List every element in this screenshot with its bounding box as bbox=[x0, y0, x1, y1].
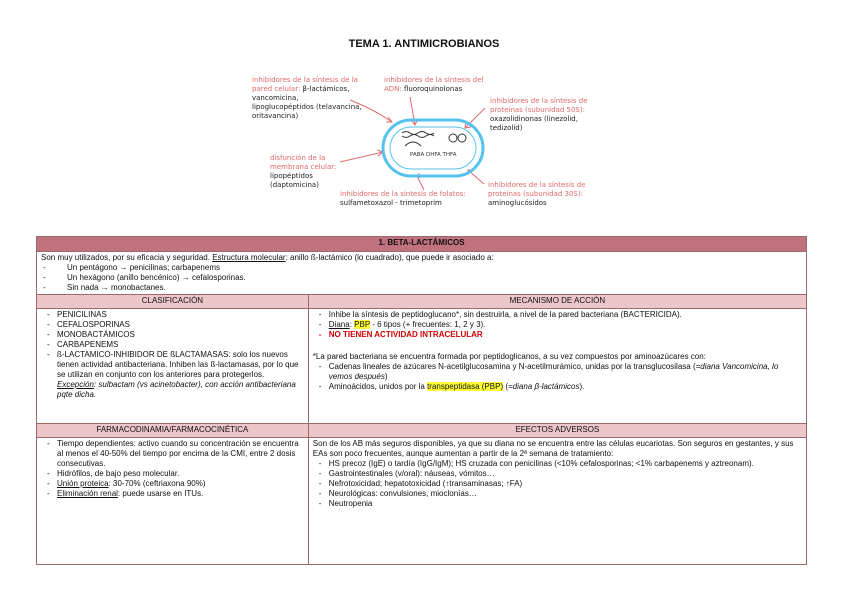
mecanismo-cell bbox=[308, 309, 806, 424]
efectos-intro: Son de los AB más seguros disponibles, ya que su diana no se encuentra entre las células eucariotas. Son seguros en gestantes, y sus EAs son poco frecuentes, aunque aumentan a partir de la 2ª semana de tratamiento: bbox=[312, 439, 794, 458]
label-folate-synthesis: inhibidores de la síntesis de folatos: sulfametoxazol - trimetoprim bbox=[340, 190, 466, 207]
farmaco-item: - Eliminación renal: puede usarse en ITUs. bbox=[41, 489, 304, 499]
farmaco-heading: FARMACODINAMIA/FARMACOCINÉTICA bbox=[37, 424, 309, 438]
mecanismo-note: *La pared bacteriana se encuentra formada por peptidoglicanos, a su vez compuestos por aminoazúcares con: bbox=[312, 352, 706, 361]
mecanismo-item: - Inhibe la síntesis de peptidoglucano*, sin destruirla, a nivel de la pared bacteriana (BACTERICIDA). bbox=[313, 310, 802, 320]
label-protein-50s: inhibidores de la síntesis de proteínas (subunidad 50S): oxazolidinonas (linezolid, tedizolid) bbox=[490, 97, 588, 132]
section-intro bbox=[37, 252, 807, 295]
farmaco-item: - Hidrófilos, de bajo peso molecular. bbox=[41, 469, 304, 479]
farmaco-item: - Tiempo dependientes: activo cuando su concentración se encuentra al menos el 40-50% del tiempo por encima de la CMI, entre 2 dosis consecutivas. bbox=[41, 439, 304, 469]
clasificacion-item-inhibitor: - ß-LACTAMICO-INHIBIDOR DE ßLACTAMASAS: solo los nuevos tienen actividad antibacteriana. Inhiben las ß-lactamasas, por lo que se utilizan en conjunto con los anteriores para protegerlos. Excepción: sulbactam (vs acinetobacter), con acción antibacteriana pqte dicha. bbox=[41, 350, 304, 400]
clasificacion-cell bbox=[37, 309, 309, 424]
beta-lactam-table bbox=[36, 236, 807, 565]
page-title: TEMA 1. ANTIMICROBIANOS bbox=[348, 38, 500, 50]
clasificacion-heading: CLASIFICACIÓN bbox=[37, 295, 309, 309]
efectos-item: - HS precoz (IgE) o tardía (IgG/IgM); HS cruzada con penicilinas (<10% cefalosporinas; <1% carbapenems y aztreonam). bbox=[313, 459, 802, 469]
label-protein-30s: inhibidores de la síntesis de proteínas (subunidad 30S): aminoglucósidos bbox=[488, 181, 586, 207]
farmaco-item: - Unión proteica: 30-70% (ceftriaxona 90%) bbox=[41, 479, 304, 489]
cell-pathway-label: PABA DHFA THFA bbox=[410, 152, 457, 158]
mecanismo-note-item: - Aminoácidos, unidos por la transpeptidasa (PBP) (=diana β-lactámicos). bbox=[313, 382, 802, 392]
farmaco-cell bbox=[37, 438, 309, 565]
intro-text: Son muy utilizados, por su eficacia y seguridad. Estructura molecular: anillo ß-lactámico (lo cuadrado), que puede ir asociado a: bbox=[41, 253, 494, 262]
efectos-item: - Neurológicas: convulsiones, mioclonías… bbox=[313, 489, 802, 499]
intro-item: - Un hexágono (anillo bencénico) → cefalosporinas. bbox=[41, 273, 802, 283]
mecanismo-item-diana: - Diana: PBP - 6 tipos (+ frecuentes: 1, 2 y 3). bbox=[313, 320, 802, 330]
antimicrobial-targets-diagram bbox=[0, 0, 848, 230]
efectos-item: - Gastrointestinales (v/oral): náuseas, vómitos… bbox=[313, 469, 802, 479]
clasificacion-item: - MONOBACTÁMICOS bbox=[41, 330, 304, 340]
mecanismo-item-alert: - NO TIENEN ACTIVIDAD INTRACELULAR bbox=[313, 330, 802, 340]
intro-item: - Sin nada → monobactanes. bbox=[41, 283, 802, 293]
label-cell-wall: inhibidores de la síntesis de la pared celular: β-lactámicos, vancomicina, lipoglucopéptidos (telavancina, oritavancina) bbox=[252, 76, 362, 120]
clasificacion-item: - PENICILINAS bbox=[41, 310, 304, 320]
clasificacion-item: - CARBAPENEMS bbox=[41, 340, 304, 350]
intro-item: - Un pentágono → penicilinas; carbapenems bbox=[41, 263, 802, 273]
clasificacion-item: - CEFALOSPORINAS bbox=[41, 320, 304, 330]
efectos-item: - Nefrotoxicidad; hepatotoxicidad (↑transaminasas; ↑FA) bbox=[313, 479, 802, 489]
label-membrane: disfunción de la membrana celular: lipopéptidos (daptomicina) bbox=[270, 154, 337, 189]
efectos-cell bbox=[308, 438, 806, 565]
mecanismo-note-item: - Cadenas lineales de azúcares N-acetilglucosamina y N-acetilmurámico, unidas por la transglucosilasa (=diana Vancomicina, lo vemos después) bbox=[313, 362, 802, 382]
label-dna-synthesis: inhibidores de la síntesis del ADN: fluoroquinolonas bbox=[384, 76, 484, 93]
section-heading: 1. BETA-LACTÁMICOS bbox=[37, 237, 807, 252]
efectos-heading: EFECTOS ADVERSOS bbox=[308, 424, 806, 438]
mecanismo-heading: MECANISMO DE ACCIÓN bbox=[308, 295, 806, 309]
efectos-item: - Neutropenia bbox=[313, 499, 802, 509]
